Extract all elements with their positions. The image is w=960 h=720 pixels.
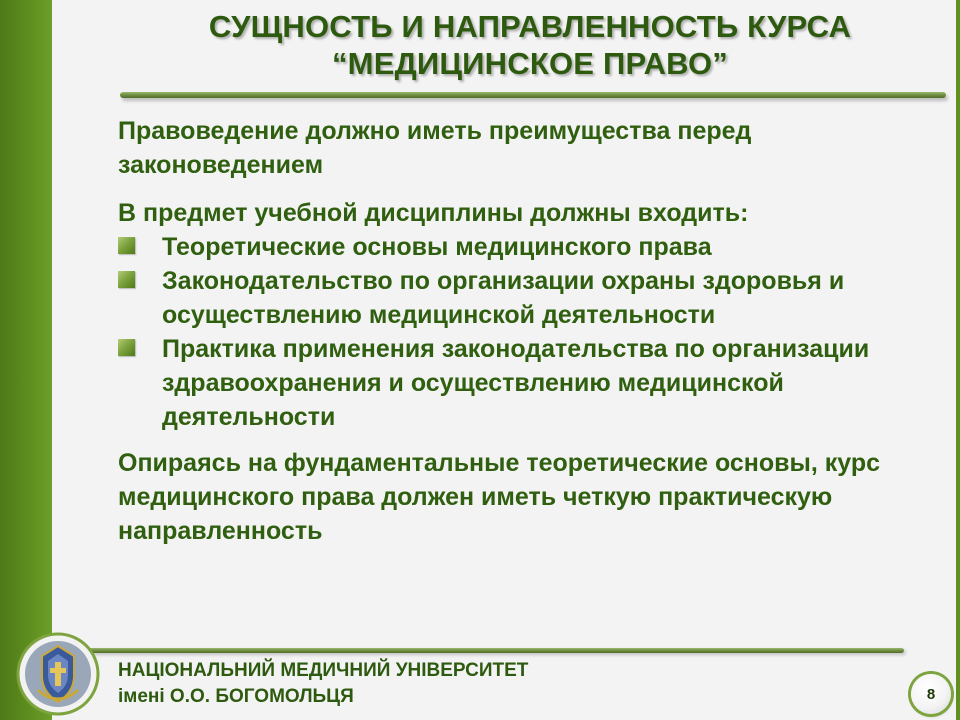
university-emblem-icon xyxy=(16,632,100,716)
square-bullet-icon xyxy=(118,271,135,288)
university-name-line-1: НАЦІОНАЛЬНИЙ МЕДИЧНИЙ УНІВЕРСИТЕТ xyxy=(118,660,529,681)
right-accent-edge xyxy=(956,0,960,720)
list-item-text: Теоретические основы медицинского права xyxy=(162,233,712,261)
subject-list xyxy=(118,230,928,434)
subject-heading: В предмет учебной дисциплины должны входить: xyxy=(118,199,749,227)
left-accent-bar xyxy=(0,0,52,720)
university-name-line-2: імені О.О. БОГОМОЛЬЦЯ xyxy=(118,686,354,707)
list-item-text: Практика применения законодательства по организации здравоохранения и осуществлению медицинской деятельности xyxy=(162,335,870,431)
square-bullet-icon xyxy=(118,237,135,254)
page-number: 8 xyxy=(926,685,936,703)
title-divider xyxy=(120,92,946,98)
conclusion-paragraph: Опираясь на фундаментальные теоретические основы, курс медицинского права должен иметь четкую практическую направленность xyxy=(118,449,881,545)
slide-title xyxy=(140,8,920,82)
list-item xyxy=(118,264,928,332)
university-name xyxy=(118,658,528,710)
square-bullet-icon xyxy=(118,339,135,356)
slide-body xyxy=(118,114,928,548)
footer-divider xyxy=(86,648,904,653)
list-item-text: Законодательство по организации охраны здоровья и осуществлению медицинской деятельности xyxy=(162,267,845,329)
slide-title-line-1: СУЩНОСТЬ И НАПРАВЛЕННОСТЬ КУРСА xyxy=(208,9,852,44)
page-number-badge xyxy=(911,674,951,714)
slide-title-line-2: “МЕДИЦИНСКОЕ ПРАВО” xyxy=(331,46,729,81)
intro-paragraph: Правоведение должно иметь преимущества перед законоведением xyxy=(118,117,752,179)
list-item xyxy=(118,332,928,434)
list-item xyxy=(118,230,928,264)
